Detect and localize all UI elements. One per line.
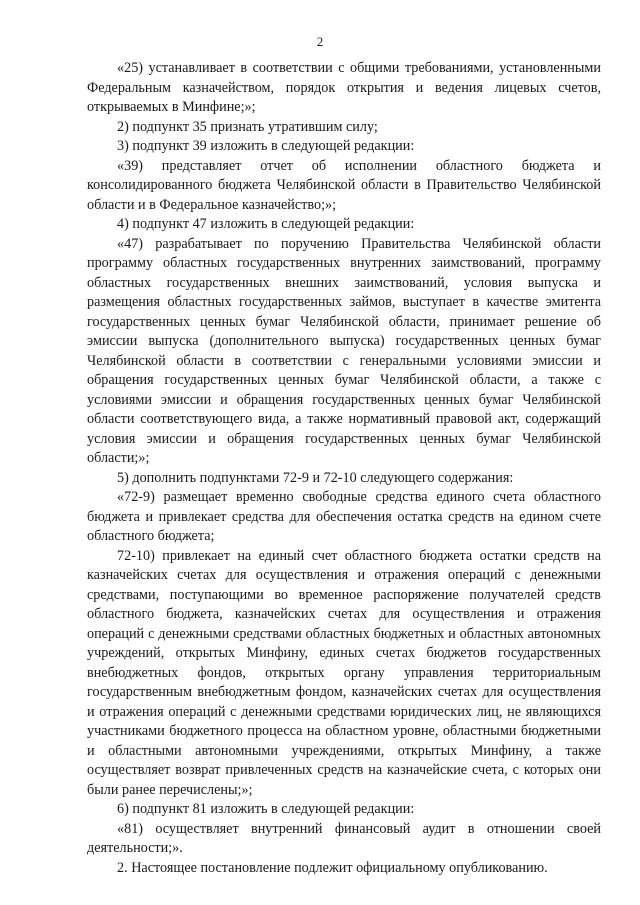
paragraph-item-3: 3) подпункт 39 изложить в следующей редакции: [117,138,415,154]
paragraph-72-9: «72-9) размещает временно свободные средства единого счета областного бюджета и привлекает средства для обеспечения остатка средств на едином счете областного бюджета; [87,489,601,544]
paragraph-81: «81) осуществляет внутренний финансовый аудит в отношении своей деятельности;». [87,820,601,856]
paragraph-39: «39) представляет отчет об исполнении областного бюджета и консолидированного бюджета Челябинской области в Правительство Челябинской области и в Федеральное казначейство;»; [87,157,601,213]
paragraph-publication: 2. Настоящее постановление подлежит официальному опубликованию. [117,859,548,876]
paragraph-25: «25) устанавливает в соответствии с общими требованиями, установленными Федеральным казначейством, порядок открытия и ведения лицевых счетов, открываемых в Минфине;»; [87,60,601,115]
paragraph-item-5: 5) дополнить подпунктами 72-9 и 72-10 следующего содержания: [117,469,514,486]
document-body [87,59,601,878]
paragraph-item-4: 4) подпункт 47 изложить в следующей редакции: [117,216,415,232]
paragraph-47: «47) разрабатывает по поручению Правительства Челябинской области программу областных государственных внутренних заимствований, программу областных государственных внешних заимствований, условия выпуска и размещения областных государственных займов, выступает в качестве эмитента государственных ценных бумаг Челябинской области, принимает решение об эмиссии выпуска (дополнительного выпуска) государственных ценных бумаг Челябинской области в соответствии с генеральными условиями эмиссии и обращения государственных ценных бумаг Челябинской области, а также с условиями эмиссии и обращения государственных ценных бумаг Челябинской области соответствующего вида, а также нормативный правовой акт, содержащий условия эмиссии и обращения государственных ценных бумаг Челябинской области;»; [87,235,601,466]
paragraph-72-10: 72-10) привлекает на единый счет областного бюджета остатки средств на казначейских счетах для осуществления и отражения операций с денежными средствами, поступающими во временное распоряжение получателей средств областного бюджета, казначейских счетах для осуществления и отражения операций с денежными средствами областных бюджетных и областных автономных учреждений, открытых Минфину, единых счетах бюджетов государственных внебюджетных фондов, открытых органу управления территориальным государственным внебюджетным фондом, казначейских счетах для осуществления и отражения операций с денежными средствами юридических лиц, не являющихся участниками бюджетного процесса на областном уровне, областными бюджетными и областными автономными учреждениями, открытых Минфину, а также осуществляет возврат привлеченных средств на казначейские счета, с которых они были ранее перечислены;»; [87,547,601,798]
paragraph-item-6: 6) подпункт 81 изложить в следующей редакции: [117,801,415,817]
paragraph-item-2: 2) подпункт 35 признать утратившим силу; [117,118,378,135]
page-number: 2 [316,34,324,49]
